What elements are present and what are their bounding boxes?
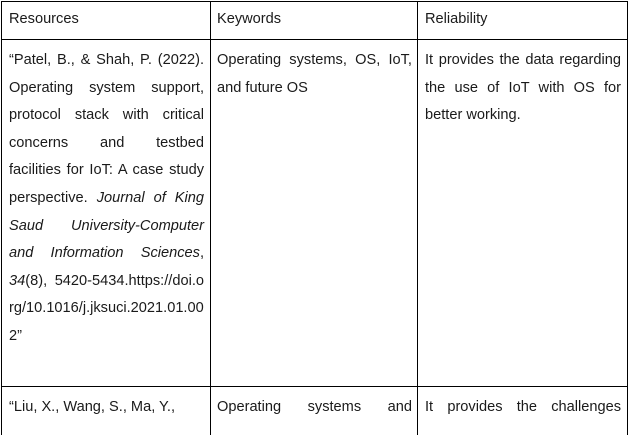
citation-journal: Journal of King Saud University-Computer and Information Sciences — [9, 189, 204, 262]
keywords-cell: Operating systems, OS, IoT, and future OS — [217, 52, 412, 96]
table-border-top — [1, 1, 628, 2]
references-table — [1, 1, 628, 435]
column-divider-1 — [210, 1, 211, 435]
reliability-cell-partial: It provides the challenges — [425, 399, 621, 415]
row-divider — [1, 386, 628, 387]
header-keywords: Keywords — [217, 11, 282, 27]
reliability-cell: It provides the data regarding the use of IoT with OS for better working. — [425, 52, 621, 124]
keywords-cell-partial: Operating systems and — [217, 399, 412, 415]
citation-comma: , — [199, 245, 204, 262]
header-resources: Resources — [9, 11, 79, 27]
column-divider-2 — [417, 1, 418, 435]
table-border-left — [1, 1, 2, 435]
header-reliability: Reliability — [425, 11, 488, 27]
header-divider — [1, 39, 628, 40]
citation-issue-pages-doi: (8), 5420-5434.https://doi.org/10.1016/j.jksuci.2021.01.002” — [9, 272, 204, 344]
table-border-right — [627, 1, 628, 435]
citation-volume: 34 — [9, 272, 26, 289]
resource-citation — [9, 47, 204, 351]
resource-citation-partial: “Liu, X., Wang, S., Ma, Y., — [9, 399, 176, 415]
citation-authors-title: “Patel, B., & Shah, P. (2022). Operating system support, protocol stack with critical concerns and testbed facilities for IoT: A case study perspective. — [9, 52, 204, 206]
